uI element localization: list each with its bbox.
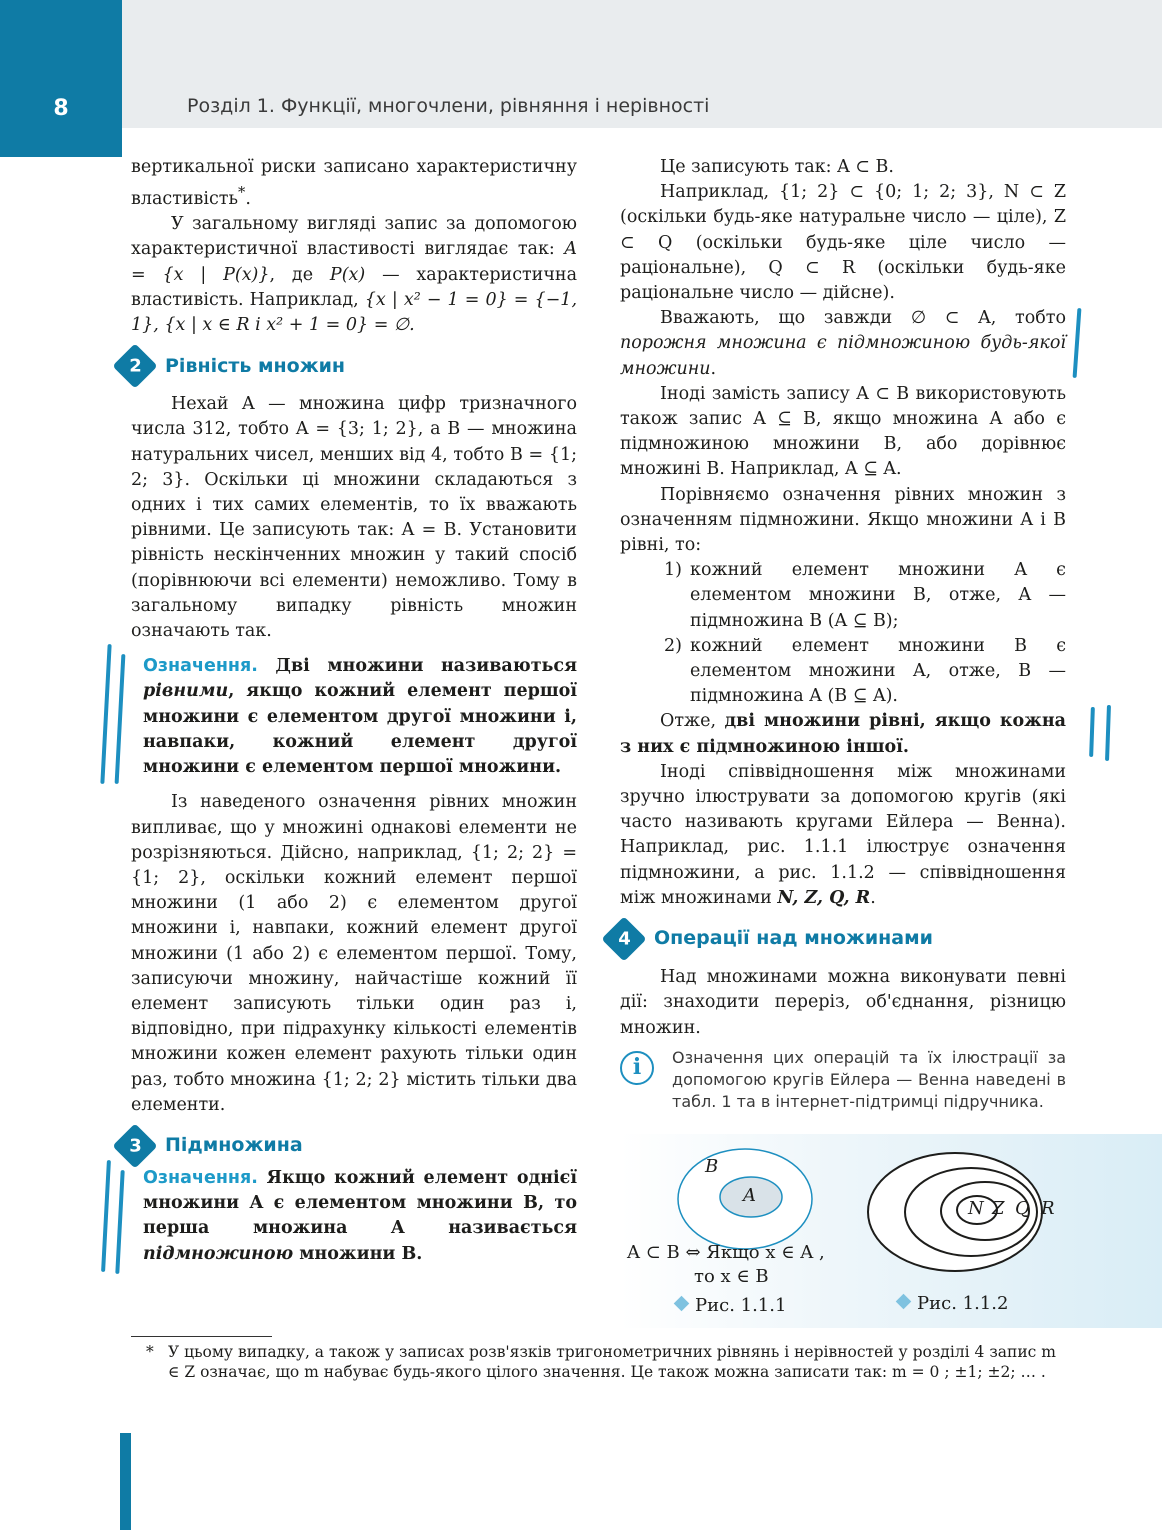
paragraph: Наприклад, {1; 2} ⊂ {0; 1; 2; 3}, N ⊂ Z (оскільки будь-яке натуральне число — ціле), Z ⊂ Q (оскільки будь-яке ціле число — раціональне), Q ⊂ R (оскільки будь-яке раціональне число — дійсне). [620, 182, 1066, 304]
margin-bar [1089, 707, 1095, 757]
label-Q: Q [1015, 1198, 1030, 1219]
list-number: 2) [664, 635, 682, 656]
emphasis: порожня множина є підмножиною будь-якої множини [620, 333, 1066, 379]
definition-text [143, 654, 577, 780]
section-number: 4 [617, 928, 631, 950]
section-heading [119, 1130, 577, 1162]
definition-label: Означення. [143, 656, 258, 677]
footnote-text: У цьому випадку, а також у записах розв'язків тригонометричних рівнянь і нерівностей у розділі 4 запис m ∈ Z означає, що m набуває будь-якого цілого значення. Це також можна записати так: m = 0 ; ±1; ±2; … . [168, 1343, 1056, 1381]
paragraph [620, 306, 1066, 382]
margin-bar [100, 644, 111, 784]
list-text: кожний елемент множини A є елементом множини B, отже, A — підмножина B (A ⊆ B); [690, 560, 1066, 631]
figure-caption [676, 1295, 786, 1316]
text: вертикальної риски записано характеристичну властивість [131, 157, 577, 210]
label-A: A [743, 1185, 756, 1206]
caption-text: Рис. 1.1.1 [695, 1295, 787, 1316]
paragraph: Нехай A — множина цифр тризначного числа 312, тобто A = {3; 1; 2}, а B — множина натуральних чисел, менших від 4, тобто B = {1; 2; 3}. Оскільки ці множини складаються з одних і тих самих елементів, то їх вважають рівними. Це записують так: A = B. Установити рівність нескінченних множин у такий спосіб (порівнюючи всі елементи) неможливо. Тому в загальному випадку рівність множин означають так. [131, 394, 577, 642]
subset-formula: A ⊂ B ⇔ Якщо x ∈ A , [627, 1242, 825, 1263]
text: . [710, 358, 717, 379]
section-number: 3 [128, 1135, 142, 1157]
label-Z: Z [992, 1198, 1005, 1219]
paragraph: Порівняємо означення рівних множин з означенням підмножини. Якщо множини A і B рівні, то: [620, 484, 1066, 556]
text: Отже, [660, 711, 725, 732]
margin-bar [115, 654, 126, 784]
left-column [128, 155, 578, 1277]
formula: A = {x | P(x)} [131, 239, 577, 285]
emphasis: N, Z, Q, R [777, 887, 871, 908]
paragraph [620, 760, 1066, 911]
paragraph [131, 212, 577, 338]
text: , де [269, 264, 330, 285]
section-heading [119, 350, 577, 382]
section-heading [608, 923, 1066, 955]
subset-formula-cont: то x ∈ B [694, 1266, 769, 1287]
text: Якщо кожний елемент однієї множини A є елементом множини B, то перша множина A називається [143, 1167, 577, 1239]
section-number-badge [112, 344, 157, 389]
caption-text: Рис. 1.1.2 [917, 1293, 1009, 1314]
text: . [870, 887, 876, 908]
definition-label: Означення. [143, 1167, 258, 1188]
page-number: 8 [53, 96, 69, 121]
footnote-marker: * [238, 184, 246, 202]
section-number: 2 [128, 355, 142, 377]
section-title: Рівність множин [165, 354, 346, 377]
list-text: кожний елемент множини B є елементом множини A, отже, B — підмножина A (B ⊆ A). [690, 635, 1066, 707]
text: У загальному вигляді запис за допомогою характеристичної властивості виглядає так: [131, 214, 577, 260]
margin-bar [1105, 705, 1111, 761]
definition-box [131, 654, 577, 780]
text: Дві множини називаються [257, 656, 577, 677]
chapter-title: Розділ 1. Функції, многочлени, рівняння і нерівності [187, 95, 710, 117]
margin-bar [115, 1170, 124, 1274]
footnote [146, 1342, 1066, 1382]
page-number-tab [0, 0, 122, 157]
label-R: R [1041, 1198, 1055, 1219]
text: Іноді співвідношення між множинами зручно ілюструвати за допомогою кругів (які часто називають кругами Ейлера — Венна). Наприклад, рис. 1.1.1 ілюструє означення підмножини, а рис. 1.1.2 — співвідношення між множинами [620, 761, 1066, 908]
section-title: Підмножина [165, 1134, 303, 1157]
section-title: Операції над множинами [654, 927, 933, 950]
text: множини B. [293, 1243, 423, 1264]
paragraph: Над множинами можна виконувати певні дії: знаходити переріз, об'єднання, різницю множин. [620, 967, 1066, 1038]
formula: {x | x² − 1 = 0} = {−1, 1}, {x | x ∈ R і x² + 1 = 0} = ∅. [131, 289, 578, 336]
paragraph: Із наведеного означення рівних множин випливає, що у множині однакові елементи не розрізняються. Дійсно, наприклад, {1; 2; 2} = {1; 2}, оскільки кожний елемент першої множини (1 або 2) є елементом другої множини і, навпаки, кожний елемент другої множини (1 або 2) є елементом першої. Тому, записуючи множину, найчастіше кожний її елемент записують тільки один раз і, відповідно, при підрахунку кількості елементів множини кожен елемент рахують тільки один раз, тобто множина {1; 2; 2} містить тільки два елементи. [131, 792, 577, 1115]
definition-box [131, 1166, 577, 1267]
caption-diamond-icon [674, 1296, 690, 1312]
paragraph [620, 709, 1066, 759]
paragraph [131, 155, 577, 212]
info-note [620, 1047, 1066, 1113]
bottom-accent-bar [120, 1433, 131, 1530]
label-B: B [705, 1156, 719, 1177]
definition-text [143, 1166, 577, 1267]
text: Вважають, що завжди ∅ ⊂ A, тобто [660, 308, 1066, 329]
label-N: N [968, 1198, 984, 1219]
paragraph: Це записують так: A ⊂ B. [660, 157, 894, 177]
list-item [620, 634, 1066, 710]
list-item [620, 558, 1066, 634]
paragraph: Іноді замість запису A ⊂ B використовують також запис A ⊆ B, якщо множина A або є підмножиною множини B, або дорівнює множині B. Наприклад, A ⊆ A. [620, 383, 1066, 480]
list-number: 1) [664, 560, 682, 581]
text: . [245, 189, 251, 210]
right-column [617, 155, 1066, 1113]
figure-caption [898, 1293, 1008, 1314]
footnote-marker: * [146, 1343, 154, 1361]
section-number-badge [601, 916, 646, 961]
text: — характеристична властивість. Наприклад, [131, 264, 578, 310]
margin-bar [101, 1160, 111, 1272]
text: , якщо кожний елемент першої множини є елементом другої множини і, навпаки, кожний елемент другої множини є елементом першої множини. [143, 681, 577, 778]
caption-diamond-icon [896, 1294, 912, 1310]
formula: P(x) [329, 264, 366, 285]
footnote-rule [131, 1336, 272, 1337]
term: підмножиною [143, 1243, 294, 1264]
term: рівними [143, 681, 229, 702]
emphasis: дві множини рівні, якщо кожна з них є підмножиною іншої. [620, 711, 1066, 757]
section-number-badge [112, 1123, 157, 1168]
margin-bar [1073, 308, 1082, 378]
info-text: Означення цих операцій та їх ілюстрації за допомогою кругів Ейлера — Венна наведені в табл. 1 та в інтернет-підтримці підручника. [672, 1047, 1066, 1111]
info-icon: i [620, 1051, 654, 1085]
numbered-list [620, 558, 1066, 709]
